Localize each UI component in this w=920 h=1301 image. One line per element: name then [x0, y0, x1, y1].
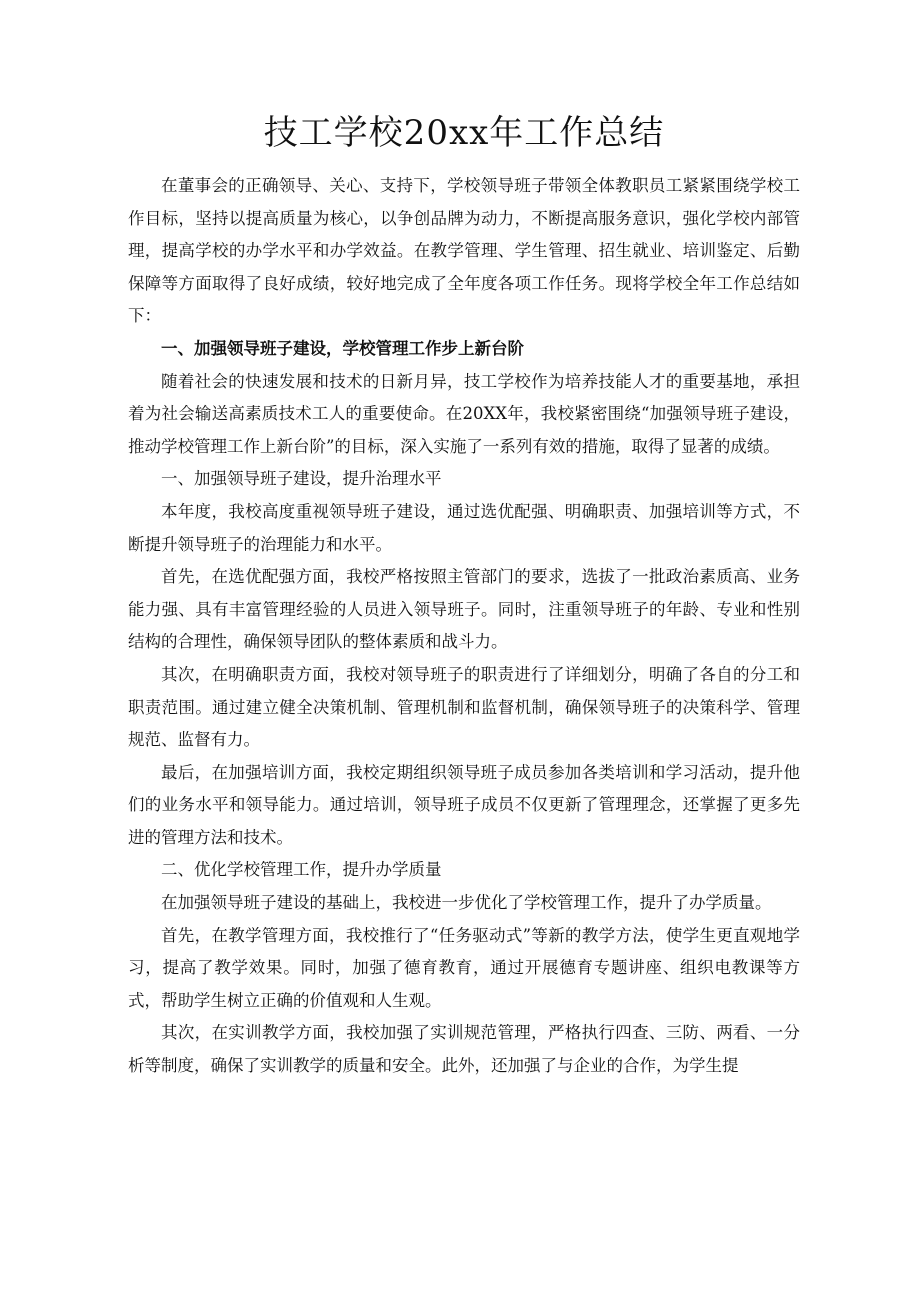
paragraph-practical: 其次，在实训教学方面，我校加强了实训规范管理，严格执行四查、三防、两看、一分析等制度，确保了实训教学的质量和安全。此外，还加强了与企业的合作，为学生提 — [128, 1023, 800, 1076]
paragraph-selection: 首先，在选优配强方面，我校严格按照主管部门的要求，选拔了一批政治素质高、业务能力强、具有丰富管理经验的人员进入领导班子。同时，注重领导班子的年龄、专业和性别结构的合理性，确保领导团队的整体素质和战斗力。 — [128, 567, 800, 652]
paragraph-overview: 本年度，我校高度重视领导班子建设，通过选优配强、明确职责、加强培训等方式，不断提升领导班子的治理能力和水平。 — [128, 501, 800, 554]
paragraph-background: 随着社会的快速发展和技术的日新月异，技工学校作为培养技能人才的重要基地，承担着为社会输送高素质技术工人的重要使命。在20XX年，我校紧密围绕“加强领导班子建设，推动学校管理工作上新台阶”的目标，深入实施了一系列有效的措施，取得了显著的成绩。 — [128, 371, 800, 456]
document-body — [128, 110, 800, 1083]
subsection-heading-1: 一、加强领导班子建设，提升治理水平 — [161, 469, 442, 489]
paragraph-training: 最后，在加强培训方面，我校定期组织领导班子成员参加各类培训和学习活动，提升他们的业务水平和领导能力。通过培训，领导班子成员不仅更新了管理理念，还掌握了更多先进的管理方法和技术。 — [128, 762, 800, 847]
section-heading-1: 一、加强领导班子建设，学校管理工作步上新台阶 — [161, 338, 524, 358]
paragraph-management: 在加强领导班子建设的基础上，我校进一步优化了学校管理工作，提升了办学质量。 — [161, 893, 772, 913]
document-title: 技工学校20xx年工作总结 — [263, 113, 665, 153]
paragraph-teaching: 首先，在教学管理方面，我校推行了“任务驱动式”等新的教学方法，使学生更直观地学习，提高了教学效果。同时，加强了德育教育，通过开展德育专题讲座、组织电教课等方式，帮助学生树立正确的价值观和人生观。 — [128, 925, 800, 1010]
paragraph-duties: 其次，在明确职责方面，我校对领导班子的职责进行了详细划分，明确了各自的分工和职责范围。通过建立健全决策机制、管理机制和监督机制，确保领导班子的决策科学、管理规范、监督有力。 — [128, 664, 800, 750]
paragraph-intro: 在董事会的正确领导、关心、支持下，学校领导班子带领全体教职员工紧紧围绕学校工作目标，坚持以提高质量为核心，以争创品牌为动力，不断提高服务意识，强化学校内部管理，提高学校的办学水平和办学效益。在教学管理、学生管理、招生就业、培训鉴定、后勤保障等方面取得了良好成绩，较好地完成了全年度各项工作任务。现将学校全年工作总结如下： — [128, 176, 800, 326]
subsection-heading-2: 二、优化学校管理工作，提升办学质量 — [161, 860, 442, 880]
